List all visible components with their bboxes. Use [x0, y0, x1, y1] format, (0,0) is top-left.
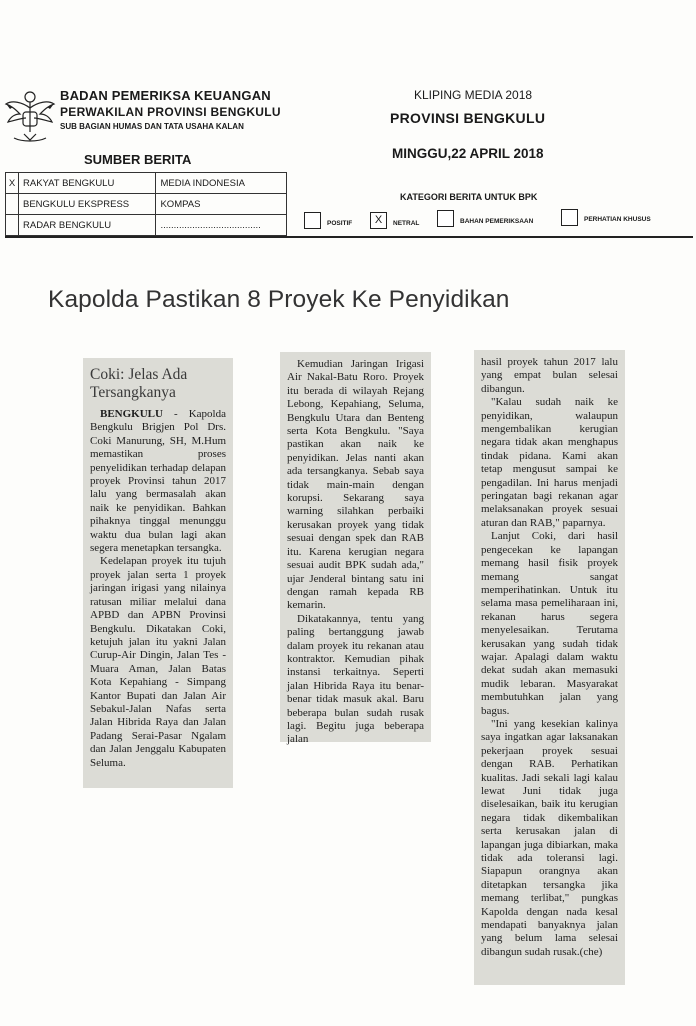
category-checkbox-netral: X: [370, 212, 387, 229]
source-cell: ......................................: [156, 215, 287, 236]
source-mark: X: [6, 173, 19, 194]
source-title: SUMBER BERITA: [84, 152, 192, 167]
source-cell: RAKYAT BENGKULU: [19, 173, 156, 194]
article-dateline: BENGKULU: [100, 408, 163, 420]
header-divider: [5, 236, 693, 238]
category-checkbox-bahan-pemeriksaan: [437, 210, 454, 227]
article-paragraph: hasil proyek tahun 2017 lalu yang empat bulan selesai dibangun.: [481, 356, 618, 395]
source-table: [5, 172, 287, 236]
org-name: BADAN PEMERIKSA KEUANGAN: [60, 88, 271, 103]
category-label: PERHATIAN KHUSUS: [584, 216, 651, 223]
article-headline: Kapolda Pastikan 8 Proyek Ke Penyidikan: [48, 286, 510, 313]
source-cell: RADAR BENGKULU: [19, 215, 156, 236]
article-paragraph: "Kalau sudah naik ke penyidikan, walaupun mengembalikan kerugian negara tidak akan menghapus tindak pidana. Kami akan tetap mengusut sampai ke pengadilan. Ini harus menjadi peringatan bagi rekanan agar melaksanakan proyek sesuai aturan dan RAB," paparnya.: [481, 396, 618, 529]
category-checkbox-perhatian-khusus: [561, 209, 578, 226]
article-column-2: [280, 352, 431, 746]
article-paragraph: Dikatakannya, tentu yang paling bertanggung jawab dalam proyek itu rekanan atau kontraktor. Kemudian pihak instansi terkaitnya. Seperti jalan Hibrida Raya itu benar-benar tidak masuk akal. Baru beberapa bulan sudah rusak lagi. Begitu juga beberapa jalan: [287, 612, 424, 746]
article-paragraph: Kemudian Jaringan Irigasi Air Nakal-Batu Roro. Proyek itu berada di wilayah Rejang Lebong, Kepahiang, Seluma, Bengkulu Utara dan Benteng serta Kota Bengkulu. "Saya pastikan akan naik ke penyidikan. Jelas nanti akan ada tersangkanya. Sebab saya tidak main-main dengan korupsi. Sekarang saya warning silahkan perbaiki kerusakan proyek yang tidak sesuai dengan spek dan RAB itu. Karena kerugian negara sesuai audit BPK sudah ada," ujar Jenderal bintang satu ini dengan ramah kepada RB kemarin.: [287, 358, 424, 612]
org-subdivision: SUB BAGIAN HUMAS DAN TATA USAHA KALAN: [60, 122, 244, 131]
category-label: POSITIF: [327, 220, 353, 227]
source-row: [6, 215, 287, 236]
garuda-emblem-icon: [4, 88, 56, 144]
source-row: [6, 194, 287, 215]
source-row: [6, 173, 287, 194]
article-paragraph: Kedelapan proyek itu tujuh proyek jalan serta 1 proyek jaringan irigasi yang nilainya ratusan miliar melalui dana APBD dan APBN Provinsi Bengkulu. Dikatakan Coki, ketujuh jalan itu yakni Jalan Curup-Air Dingin, Jalan Tes - Muara Aman, Jalan Batas Kota Kepahiang - Simpang Kantor Bupati dan Jalan Air Sebakul-Jalan Nafas serta Jalan Hibrida Raya dan Jalan Padang Serai-Pasar Ngalam dan Jalan Jenggalu Kabupaten Seluma.: [90, 555, 226, 769]
article-paragraph: Lanjut Coki, dari hasil pengecekan ke lapangan memang hasil fisik proyek memang sangat memperihatinkan. Untuk itu selama masa pemeliharaan ini, rekanan harus segera menyelesaikan. Terutama kerusakan yang sudah tidak wajar. Apalagi dalam waktu dekat sudah akan memasuki mudik lebaran. Masyarakat membutuhkan jalan yang bagus.: [481, 530, 618, 717]
province-label: PROVINSI BENGKULU: [390, 110, 546, 126]
source-cell: KOMPAS: [156, 194, 287, 215]
kliping-label: KLIPING MEDIA 2018: [414, 88, 533, 102]
org-division: PERWAKILAN PROVINSI BENGKULU: [60, 105, 281, 119]
article-paragraph: "Ini yang kesekian kalinya saya ingatkan agar laksanakan pekerjaan proyek sesuai dengan RAB. Perhatikan kualitas. Jadi sekali lagi kalau lewat Juni tidak juga diselesaikan, baik itu kerugian negara tidak dikembalikan serta kerusakan jalan di lapangan juga dibiarkan, maka tidak ada toleransi lagi. Siapapun orangnya akan ditetapkan tersangka jika memang terlibat," pungkas Kapolda dengan nada kesal mendapati banyaknya jalan yang belum lama selesai dibangun sudah rusak.(che): [481, 717, 618, 958]
category-label: NETRAL: [393, 220, 420, 227]
article-subheadline: Coki: Jelas Ada Tersangkanya: [90, 366, 188, 401]
article-column-3: [474, 350, 625, 985]
article-paragraph-text: - Kapolda Bengkulu Brigjen Pol Drs. Coki Manurung, SH, M.Hum memastikan proses penyelidikan terhadap delapan proyek Provinsi tahun 2017 lalu yang bermasalah akan naik ke penyidikan. Bahkan pihaknya tinggal menunggu waktu dua bulan lagi akan segera menetapkan tersangka.: [90, 408, 226, 555]
article-paragraph: [90, 408, 226, 555]
source-cell: MEDIA INDONESIA: [156, 173, 287, 194]
article-column-1: [83, 358, 233, 788]
category-checkbox-positif: [304, 212, 321, 229]
source-mark: [6, 215, 19, 236]
category-title: KATEGORI BERITA UNTUK BPK: [400, 192, 538, 202]
date-label: MINGGU,22 APRIL 2018: [392, 146, 544, 161]
source-cell: BENGKULU EKSPRESS: [19, 194, 156, 215]
category-label: BAHAN PEMERIKSAAN: [460, 218, 534, 225]
source-mark: [6, 194, 19, 215]
